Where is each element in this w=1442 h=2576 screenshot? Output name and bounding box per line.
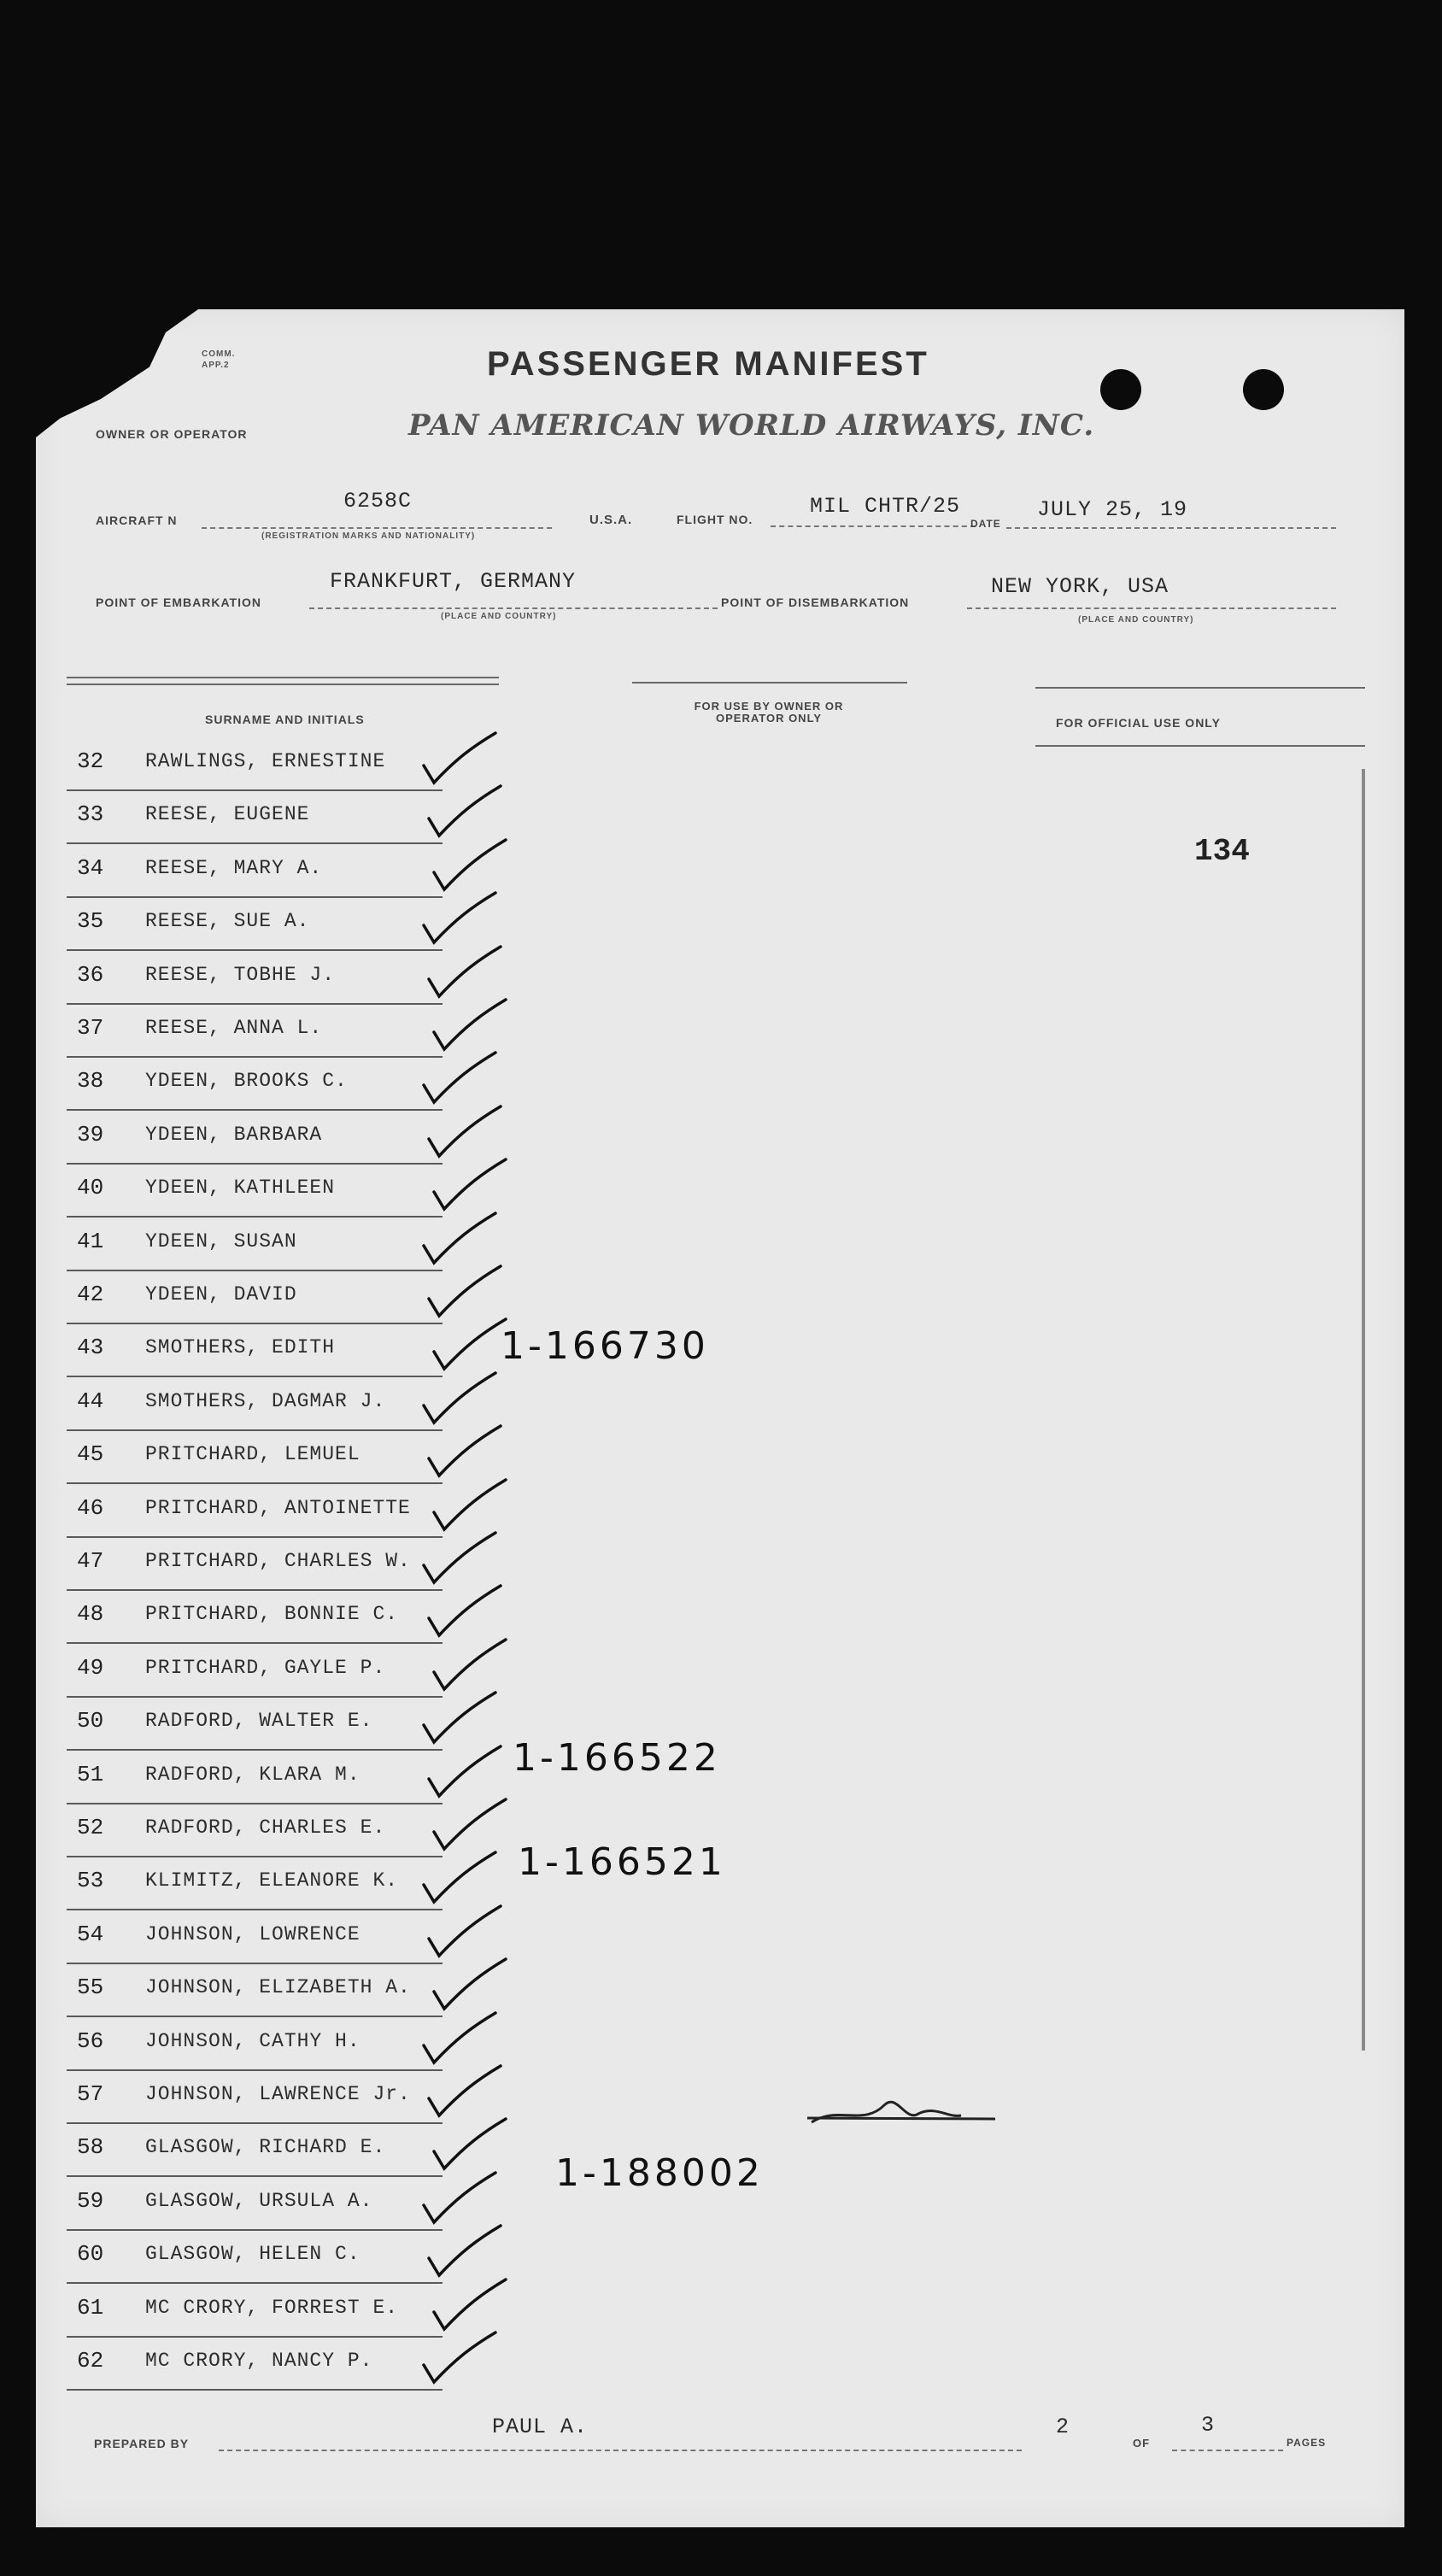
passenger-number: 56 xyxy=(77,2027,104,2054)
passenger-row xyxy=(67,1593,443,1644)
passenger-name: RADFORD, CHARLES E. xyxy=(145,1816,386,1839)
passenger-number: 62 xyxy=(77,2348,104,2374)
passenger-row xyxy=(67,1006,443,1058)
pages-label: PAGES xyxy=(1287,2437,1327,2449)
row-rule xyxy=(67,842,443,844)
passenger-number: 44 xyxy=(77,1388,104,1414)
page-number: 2 xyxy=(1056,2415,1070,2439)
passenger-row xyxy=(67,2339,443,2391)
row-rule xyxy=(67,1803,443,1804)
official-use-column-header: FOR OFFICIAL USE ONLY xyxy=(1056,716,1221,730)
row-rule xyxy=(67,1642,443,1644)
passenger-number: 48 xyxy=(77,1601,104,1628)
row-rule xyxy=(67,1536,443,1538)
passenger-number: 40 xyxy=(77,1175,104,1201)
surname-column-header: SURNAME AND INITIALS xyxy=(205,713,365,726)
column-rule xyxy=(67,684,499,685)
passenger-name: JOHNSON, ELIZABETH A. xyxy=(145,1976,411,1999)
passenger-row xyxy=(67,1913,443,1964)
passenger-name: REESE, MARY A. xyxy=(145,856,323,879)
page-edge-mark xyxy=(1362,769,1365,2051)
handwritten-number: 1-166522 xyxy=(513,1736,721,1780)
date-line xyxy=(1006,527,1336,529)
row-rule xyxy=(67,1323,443,1324)
of-label: OF xyxy=(1133,2437,1151,2450)
passenger-name: GLASGOW, HELEN C. xyxy=(145,2243,360,2266)
date-value: JULY 25, 19 xyxy=(1037,497,1188,522)
usa-label: U.S.A. xyxy=(589,513,633,527)
passenger-row xyxy=(67,900,443,951)
handwritten-number: 1-188002 xyxy=(555,2151,764,2195)
passenger-number: 52 xyxy=(77,1815,104,1840)
passenger-row xyxy=(67,1753,443,1804)
passenger-number: 35 xyxy=(77,908,104,935)
passenger-row xyxy=(67,1273,443,1324)
passenger-name: JOHNSON, LAWRENCE Jr. xyxy=(145,2083,411,2105)
aircraft-line xyxy=(202,527,552,529)
row-rule xyxy=(67,1109,443,1111)
row-rule xyxy=(67,1376,443,1377)
page-total: 3 xyxy=(1201,2413,1216,2438)
column-rule xyxy=(1035,745,1365,747)
passenger-row xyxy=(67,2073,443,2124)
disembarkation-value: NEW YORK, USA xyxy=(991,574,1169,599)
flight-value: MIL CHTR/25 xyxy=(810,494,961,519)
passenger-number: 39 xyxy=(77,1121,104,1147)
passenger-row xyxy=(67,1059,443,1111)
column-rule xyxy=(67,677,499,678)
passenger-number: 53 xyxy=(77,1868,104,1894)
column-rule xyxy=(632,682,907,684)
passenger-row xyxy=(67,2233,443,2284)
passenger-row xyxy=(67,1487,443,1538)
passenger-row xyxy=(67,1113,443,1165)
passenger-name: PRITCHARD, LEMUEL xyxy=(145,1443,360,1466)
checkmark-icon xyxy=(417,2321,511,2389)
passenger-number: 33 xyxy=(77,801,104,828)
passenger-name: REESE, SUE A. xyxy=(145,910,310,933)
row-rule xyxy=(67,1216,443,1218)
passenger-name: REESE, EUGENE xyxy=(145,803,310,826)
handwritten-number: 1-166730 xyxy=(501,1324,709,1368)
passenger-row xyxy=(67,2020,443,2071)
passenger-number: 59 xyxy=(77,2187,104,2214)
passenger-name: GLASGOW, URSULA A. xyxy=(145,2189,373,2212)
passenger-name: RAWLINGS, ERNESTINE xyxy=(145,750,386,772)
passenger-name: YDEEN, BROOKS C. xyxy=(145,1070,348,1093)
punch-hole xyxy=(1243,369,1284,410)
passenger-row xyxy=(67,793,443,844)
flight-line xyxy=(771,525,976,527)
passenger-name: PRITCHARD, CHARLES W. xyxy=(145,1550,411,1572)
row-rule xyxy=(67,1003,443,1005)
passenger-name: RADFORD, KLARA M. xyxy=(145,1763,360,1786)
embarkation-value: FRANKFURT, GERMANY xyxy=(330,569,577,594)
row-rule xyxy=(67,1163,443,1165)
row-rule xyxy=(67,2175,443,2177)
passenger-number: 43 xyxy=(77,1335,104,1361)
passenger-number: 46 xyxy=(77,1494,104,1521)
disembarkation-line xyxy=(967,607,1336,609)
row-rule xyxy=(67,2069,443,2071)
corner-label: COMM. APP.2 xyxy=(202,349,236,370)
passenger-name: YDEEN, KATHLEEN xyxy=(145,1177,336,1200)
disembarkation-label: POINT OF DISEMBARKATION xyxy=(721,596,910,609)
passenger-row xyxy=(67,1326,443,1377)
passenger-row xyxy=(67,2180,443,2231)
handwritten-number: 1-166521 xyxy=(518,1840,726,1884)
passenger-number: 57 xyxy=(77,2081,104,2107)
disembarkation-caption: (PLACE AND COUNTRY) xyxy=(1078,615,1194,625)
passenger-number: 37 xyxy=(77,1015,104,1041)
row-rule xyxy=(67,1909,443,1910)
row-rule xyxy=(67,1482,443,1484)
passenger-name: PRITCHARD, GAYLE P. xyxy=(145,1656,386,1679)
row-rule xyxy=(67,1270,443,1271)
passenger-number: 50 xyxy=(77,1708,104,1734)
passenger-row xyxy=(67,1220,443,1271)
row-rule xyxy=(67,949,443,951)
row-rule xyxy=(67,2122,443,2124)
passenger-name: MC CRORY, NANCY P. xyxy=(145,2350,373,2372)
passenger-name: REESE, ANNA L. xyxy=(145,1017,323,1039)
passenger-row xyxy=(67,1380,443,1431)
passenger-number: 34 xyxy=(77,854,104,881)
row-rule xyxy=(67,2282,443,2284)
passenger-row xyxy=(67,1540,443,1591)
passenger-name: RADFORD, WALTER E. xyxy=(145,1710,373,1733)
owner-label: OWNER OR OPERATOR xyxy=(96,427,248,441)
passenger-name: YDEEN, BARBARA xyxy=(145,1123,323,1146)
passenger-row xyxy=(67,1806,443,1857)
passenger-name: YDEEN, DAVID xyxy=(145,1283,297,1306)
row-rule xyxy=(67,1856,443,1857)
embarkation-label: POINT OF EMBARKATION xyxy=(96,596,261,609)
row-rule xyxy=(67,789,443,791)
passenger-row xyxy=(67,1646,443,1698)
passenger-number: 54 xyxy=(77,1921,104,1947)
aircraft-label: AIRCRAFT N xyxy=(96,513,178,527)
embarkation-caption: (PLACE AND COUNTRY) xyxy=(441,612,557,621)
passenger-row xyxy=(67,1433,443,1484)
passenger-number: 49 xyxy=(77,1654,104,1681)
owner-use-column-header: FOR USE BY OWNER OR OPERATOR ONLY xyxy=(694,700,844,725)
passenger-row xyxy=(67,2286,443,2338)
passenger-name: REESE, TOBHE J. xyxy=(145,963,336,986)
prepared-by-value: PAUL A. xyxy=(492,2415,589,2439)
passenger-row xyxy=(67,2126,443,2177)
passenger-number: 58 xyxy=(77,2134,104,2161)
row-rule xyxy=(67,1056,443,1058)
passenger-name: SMOTHERS, DAGMAR J. xyxy=(145,1389,386,1412)
passenger-name: PRITCHARD, ANTOINETTE xyxy=(145,1496,411,1519)
registration-caption: (REGISTRATION MARKS AND NATIONALITY) xyxy=(261,531,476,541)
crossed-out-scribble xyxy=(803,2088,999,2139)
column-rule xyxy=(1035,687,1365,689)
passenger-name: JOHNSON, LOWRENCE xyxy=(145,1922,360,1945)
flight-label: FLIGHT NO. xyxy=(677,513,753,526)
passenger-number: 36 xyxy=(77,961,104,988)
official-number: 134 xyxy=(1194,834,1250,869)
passenger-row xyxy=(67,1966,443,2017)
passenger-name: GLASGOW, RICHARD E. xyxy=(145,2136,386,2159)
passenger-row xyxy=(67,1166,443,1218)
row-rule xyxy=(67,2336,443,2338)
passenger-row xyxy=(67,1859,443,1910)
page-total-line xyxy=(1172,2450,1283,2451)
passenger-name: YDEEN, SUSAN xyxy=(145,1229,297,1253)
passenger-number: 60 xyxy=(77,2241,104,2268)
passenger-row xyxy=(67,847,443,898)
row-rule xyxy=(67,1963,443,1964)
passenger-name: MC CRORY, FORREST E. xyxy=(145,2296,399,2319)
row-rule xyxy=(67,1429,443,1431)
passenger-name: KLIMITZ, ELEANORE K. xyxy=(145,1869,399,1892)
row-rule xyxy=(67,2389,443,2391)
passenger-number: 47 xyxy=(77,1548,104,1574)
embarkation-line xyxy=(309,607,718,609)
passenger-row xyxy=(67,954,443,1005)
row-rule xyxy=(67,2229,443,2231)
passenger-name: JOHNSON, CATHY H. xyxy=(145,2029,360,2052)
passenger-number: 42 xyxy=(77,1282,104,1307)
row-rule xyxy=(67,1696,443,1698)
date-label: DATE xyxy=(970,518,1001,530)
passenger-number: 32 xyxy=(77,748,104,774)
passenger-name: SMOTHERS, EDITH xyxy=(145,1336,336,1359)
passenger-name: PRITCHARD, BONNIE C. xyxy=(145,1603,399,1626)
aircraft-value: 6258C xyxy=(343,489,413,513)
passenger-number: 61 xyxy=(77,2294,104,2321)
passenger-number: 41 xyxy=(77,1228,104,1254)
punch-hole xyxy=(1100,369,1141,410)
passenger-number: 51 xyxy=(77,1761,104,1787)
row-rule xyxy=(67,896,443,898)
page-title: PASSENGER MANIFEST xyxy=(487,345,929,383)
prepared-by-line xyxy=(219,2450,1022,2451)
row-rule xyxy=(67,1749,443,1751)
passenger-row xyxy=(67,740,443,791)
passenger-number: 55 xyxy=(77,1975,104,2001)
passenger-row xyxy=(67,1699,443,1751)
company-name: PAN AMERICAN WORLD AIRWAYS, INC. xyxy=(408,408,1095,443)
row-rule xyxy=(67,1589,443,1591)
passenger-number: 38 xyxy=(77,1068,104,1094)
passenger-number: 45 xyxy=(77,1441,104,1468)
row-rule xyxy=(67,2016,443,2017)
prepared-by-label: PREPARED BY xyxy=(94,2437,190,2450)
